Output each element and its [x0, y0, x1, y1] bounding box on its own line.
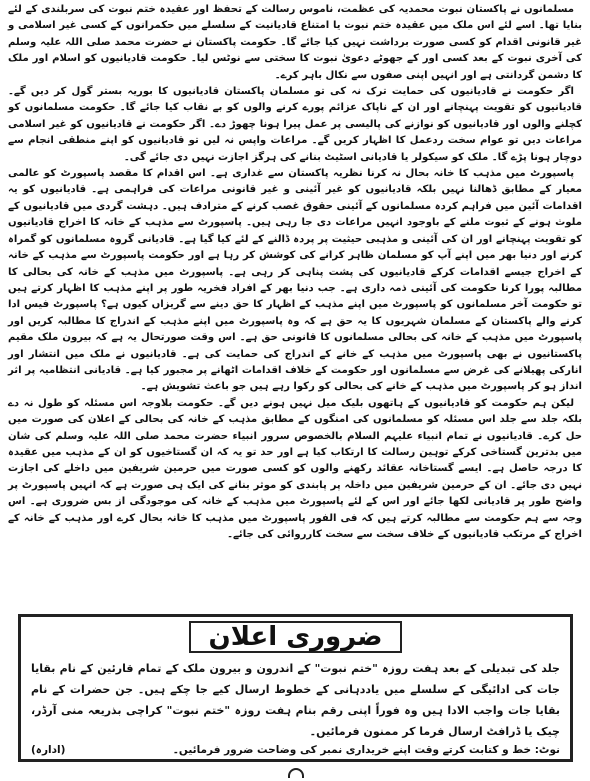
notice-title: ضروری اعلان [189, 621, 403, 653]
article-paragraph-2: اگر حکومت نے قادیانیوں کی حمایت ترک نہ کی تو مسلمان پاکستان قادیانیوں کا بوریہ بستر گول کر دیں گے۔ قادیانیوں کو تقویت پہنچانے اور ان کے ناپاک عزائم پورے کرنے والوں کو بے نقاب کیا جائے گا۔ حکومت مسلمانوں کو کچلنے والوں اور قادیانیوں کو نوازنے کی پالیسی پر عمل پیرا ہونا چھوڑ دے۔ اگر حکومت نے قادیانیوں کو غیر اسلامی مراعات دیں تو عوام سخت ردعمل کا اظہار کریں گے۔ مراعات واپس نہ لیں تو قادیانیوں کو اپنے منطقی انجام سے دوچار ہونا پڑے گا۔ ملک کو سیکولر یا قادیانی اسٹیٹ بنانے کی ہرگز اجازت نہیں دی جائے گی۔ [8, 86, 582, 163]
notice-footer [31, 744, 560, 756]
article-body [8, 2, 582, 543]
article-paragraph-4: لیکن ہم حکومت کو قادیانیوں کے ہاتھوں بلیک میل نہیں ہونے دیں گے۔ حکومت بلاوجہ اس مسئلہ کو طول نہ دے بلکہ جلد سے جلد اس مسئلہ کو مسلمانوں کی امنگوں کے مطابق مذہب کے خانہ کی بحالی کے اعلان کی صورت میں حل کرے۔ قادیانیوں نے تمام انبیاء علیہم السلام بالخصوص سرور انبیاء حضرت محمد صلی اللہ علیہ وسلم کی شان میں بدترین گستاخی کرکے توہین رسالت کا ارتکاب کیا ہے اور حد تو یہ کہ ان گستاخیوں کو ان کے مذہب میں عقیدہ کا درجہ حاصل ہے۔ ایسے گستاخانہ عقائد رکھنے والوں کو کسی صورت میں حرمین شریفین میں داخلے کی اجازت نہیں دی جائے۔ ان کے حرمین شریفین میں داخلہ پر پابندی کو موثر بنانے کی ایک ہی صورت ہے کہ انہیں پاسپورٹ پر واضح طور پر قادیانی لکھا جائے اور اس کے لئے پاسپورٹ میں مذہب کے خانہ کی موجودگی از بس ضروری ہے۔ اس وجہ سے ہم حکومت سے مطالبہ کرتے ہیں کہ فی الفور پاسپورٹ میں مذہب کا خانہ بحال کرے اور مذہب کے خانہ کے اخراج کے مرتکب قادیانیوں کے خلاف سخت سے سخت کارروائی کی جائے۔ [8, 397, 582, 540]
notice-signature: (ادارہ) [31, 744, 66, 756]
page-number-mark [288, 768, 304, 778]
notice-footnote: نوٹ: خط و کتابت کرتے وقت اپنے خریداری نمبر کی وضاحت ضرور فرمائیں۔ [172, 744, 560, 756]
notice-box [18, 614, 573, 762]
notice-body: جلد کی تبدیلی کے بعد ہفت روزہ "ختم نبوت" کے اندرون و بیرون ملک کے تمام قارئین کے نام بقایا جات کی ادائیگی کے سلسلے میں یاددہانی کے خطوط ارسال کیے جا چکے ہیں۔ جن حضرات کے نام بقایا جات واجب الادا ہیں وہ فوراً اپنی رقم بنام ہفت روزہ "ختم نبوت" کراچی بذریعہ منی آرڈر، چیک یا ڈرافٹ ارسال فرما کر ممنون فرمائیں۔ [31, 662, 560, 738]
article-paragraph-1: مسلمانوں نے پاکستان نبوت محمدیہ کی عظمت، ناموس رسالت کے تحفظ اور عقیدہ ختم نبوت کی سربلندی کے لئے بنایا تھا۔ اسے لئے اس ملک میں عقیدہ ختم نبوت یا امتناع قادیانیت کے سلسلے میں حکمرانوں کے کسی غیر اسلامی و غیر قانونی اقدام کو کسی صورت برداشت نہیں کیا جائے گا۔ حکومت پاکستان نے حضرت محمد صلی اللہ علیہ وسلم کی آخری نبوت کے بعد کسی اور کے جھوٹے دعویٰ نبوت کا سختی سے نوٹس لیا۔ حکومت قادیانیوں کو اسلام اور ملک کا دشمن گردانتی ہے اور انہیں اپنی صفوں سے نکال باہر کرے۔ [8, 4, 582, 81]
article-paragraph-3: پاسپورٹ میں مذہب کا خانہ بحال نہ کرنا نظریہ پاکستان سے غداری ہے۔ اس اقدام کا مقصد پاسپورٹ کو عالمی معیار کے مطابق ڈھالنا نہیں بلکہ قادیانیوں کو غیر آئینی و غیر قانونی مراعات کی فراہمی ہے۔ قادیانیوں کو یہ اقدامات آئین میں فراہم کردہ مسلمانوں کے آئینی حقوق غصب کرنے کے مترادف ہیں۔ دہشت گردی میں قادیانیوں کے ملوث ہونے کے ثبوت ملنے کے باوجود انہیں مراعات دی جا رہی ہیں۔ پاسپورٹ سے مذہب کے خانہ کا اخراج قادیانیوں کو تقویت پہنچانے اور ان کی آئینی و مذہبی حیثیت پر پردہ ڈالنے کے لئے کیا گیا ہے۔ قادیانی گروہ مسلمانوں کو گمراہ کرنے اور دنیا بھر میں اپنے آپ کو مسلمان ظاہر کرانے کی کوشش کر رہا ہے اور حکومت پاسپورٹ سے مذہب کے خانہ کے اخراج جیسے اقدامات کرکے قادیانیوں کی پشت پناہی کر رہی ہے۔ پاسپورٹ میں مذہب کے خانہ کی بحالی کا مطالبہ پورا کرنا حکومت کی آئینی ذمہ داری ہے۔ جب دنیا بھر کے افراد فخریہ طور پر اپنے مذہب کا اظہار کرتے ہیں تو حکومت آخر مسلمانوں کو پاسپورٹ میں اپنے مذہب کے اظہار کا حق دینے سے گریزاں کیوں ہے؟ پاسپورٹ فیس ادا کرنے والے پاکستان کے مسلمان شہریوں کا یہ حق ہے کہ وہ پاسپورٹ میں اپنے مذہب کے اندراج کا مطالبہ کریں اور پاسپورٹ میں مذہب کے خانہ کی بحالی مسلمانوں کا قانونی حق ہے۔ اس وقت صورتحال یہ ہے کہ بیرون ملک مقیم پاکستانیوں نے بھی پاسپورٹ میں مذہب کے خانے کے اندراج کی حمایت کی ہے۔ قادیانیوں نے ملک میں انتشار اور انارکی پھیلانے کی غرض سے مسلمانوں اور حکومت کے خلاف اقدامات اٹھانے پر مجبور کیا ہے۔ قادیانی انتظامیہ پر اثر انداز ہو کر پاسپورٹ میں مذہب کے خانے کی بحالی کو رکوا رہے ہیں جو باعث تشویش ہے۔ [8, 168, 582, 393]
notice-title-wrapper [31, 619, 560, 654]
